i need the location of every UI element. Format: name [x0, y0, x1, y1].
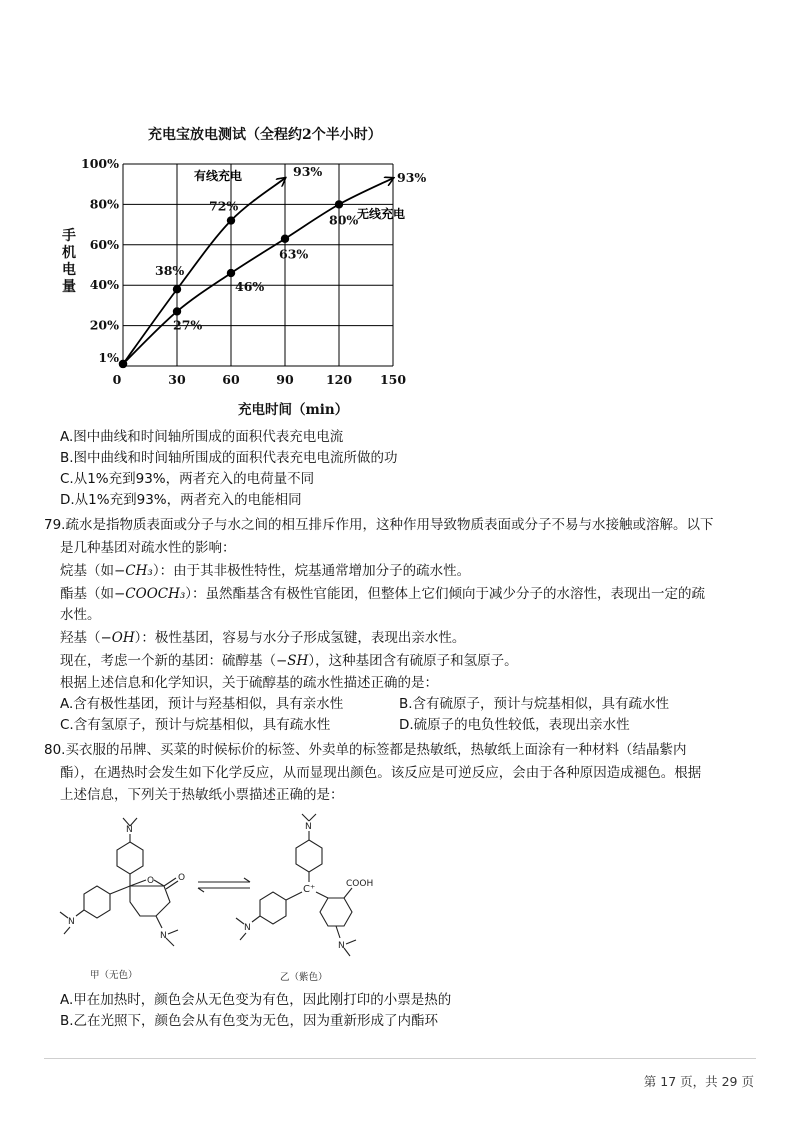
alkyl-formula: −CH₃ — [114, 563, 153, 579]
wireless-point — [173, 307, 181, 315]
x-tick-label: 120 — [325, 372, 353, 387]
svg-text:O: O — [178, 873, 186, 883]
q79-option-c: C.含有氢原子，预计与烷基相似，具有疏水性 — [60, 717, 331, 733]
wireless-point — [227, 269, 235, 277]
ester-desc: ）：虽然酯基含有极性官能团，但整体上它们倾向于减少分子的水溶性，表现出一定的疏 — [185, 586, 706, 602]
wireless-point — [119, 360, 127, 368]
svg-text:N: N — [305, 822, 312, 832]
q78-option-c: C.从1%充到93%，两者充入的电荷量不同 — [60, 471, 315, 487]
equilibrium-arrow-icon — [198, 878, 250, 892]
q79-stem-line1: 79.疏水是指物质表面或分子与水之间的相互排斥作用，这种作用导致物质表面或分子不易与水接触或溶解。以下 — [44, 517, 714, 533]
wireless-point-label: 93% — [397, 170, 427, 186]
wireless-point-label: 46% — [235, 279, 265, 295]
q79-question: 根据上述信息和化学知识，关于硫醇基的疏水性描述正确的是： — [60, 675, 438, 691]
q79-stem-line2: 是几种基团对疏水性的影响： — [60, 540, 236, 556]
x-tick-label: 90 — [276, 372, 294, 387]
y-tick-label: 20% — [89, 317, 119, 333]
thiol-label: 现在，考虑一个新的基团：硫醇基（ — [60, 653, 276, 669]
wired-point-label: 72% — [209, 198, 239, 214]
ester-label: 酯基（如 — [60, 586, 114, 602]
ester-formula: −COOCH₃ — [114, 586, 186, 602]
wired-point-label: 38% — [155, 263, 185, 279]
q79-hydroxyl-line — [60, 628, 465, 649]
wired-point — [227, 216, 235, 224]
q79-option-a: A.含有极性基团，预计与羟基相似，具有亲水性 — [60, 696, 344, 712]
y-tick-label: 80% — [89, 196, 119, 212]
wired-series-label: 有线充电 — [194, 169, 243, 183]
zwitterion-structure — [236, 814, 356, 956]
q80-option-a: A.甲在加热时，颜色会从无色变为有色，因此刚打印的小票是热的 — [60, 992, 452, 1008]
thiol-desc: ），这种基团含有硫原子和氢原子。 — [308, 653, 518, 669]
x-tick-label: 150 — [379, 372, 407, 387]
wired-series-line — [123, 178, 285, 364]
q79-option-d: D.硫原子的电负性较低，表现出亲水性 — [399, 717, 630, 733]
wireless-series-label: 无线充电 — [357, 207, 406, 221]
q78-option-a: A.图中曲线和时间轴所围成的面积代表充电电流 — [60, 429, 344, 445]
wireless-point-label: 63% — [279, 246, 309, 262]
wireless-point — [281, 235, 289, 243]
q80-stem-line1: 80.买衣服的吊牌、买菜的时候标价的标签、外卖单的标签都是热敏纸，热敏纸上面涂有一种材料（结晶紫内 — [44, 742, 687, 758]
footer-divider — [44, 1058, 756, 1059]
y-axis-label: 手机电量 — [62, 228, 76, 295]
caption-left: 甲（无色） — [90, 970, 138, 981]
q79-thiol-line — [60, 651, 518, 672]
svg-text:N: N — [126, 825, 133, 835]
q79-option-b: B.含有硫原子，预计与烷基相似，具有疏水性 — [399, 696, 670, 712]
crystal-violet-lactone-reaction — [50, 806, 470, 984]
q80-stem-line3: 上述信息，下列关于热敏纸小票描述正确的是： — [60, 787, 344, 803]
alkyl-desc: ）：由于其非极性特性，烷基通常增加分子的疏水性。 — [152, 563, 471, 579]
q79-alkyl-line — [60, 561, 470, 582]
y-tick-label: 60% — [89, 236, 119, 252]
wireless-point — [335, 200, 343, 208]
q79-ester-line — [60, 584, 705, 605]
x-tick-label: 60 — [222, 372, 240, 387]
svg-text:N: N — [244, 923, 251, 933]
q78-option-b: B.图中曲线和时间轴所围成的面积代表充电电流所做的功 — [60, 450, 398, 466]
chart-title: 充电宝放电测试（全程约2个半小时） — [148, 127, 382, 143]
svg-text:N: N — [160, 931, 167, 941]
hydroxyl-formula: −OH — [100, 630, 135, 646]
x-tick-label: 0 — [112, 372, 122, 387]
q80-option-b: B.乙在光照下，颜色会从有色变为无色，因为重新形成了内酯环 — [60, 1013, 439, 1029]
charging-chart — [50, 150, 427, 418]
wireless-point-label: 27% — [173, 317, 203, 333]
hydroxyl-label: 羟基（ — [60, 630, 101, 646]
wired-point — [173, 285, 181, 293]
svg-text:O: O — [147, 876, 155, 886]
q78-option-d: D.从1%充到93%，两者充入的电能相同 — [60, 492, 302, 508]
x-tick-label: 30 — [168, 372, 186, 387]
y-tick-label: 100% — [81, 156, 119, 171]
x-axis-label: 充电时间（min） — [238, 402, 349, 418]
thiol-formula: −SH — [276, 653, 309, 669]
svg-text:N: N — [68, 917, 75, 927]
alkyl-label: 烷基（如 — [60, 563, 114, 579]
carbocation-label: C⁺ — [303, 884, 316, 895]
wireless-point-label: 80% — [329, 212, 359, 228]
caption-right: 乙（紫色） — [280, 972, 328, 983]
page-footer: 第 17 页，共 29 页 — [643, 1074, 754, 1089]
y-tick-label: 40% — [89, 277, 119, 293]
y-tick-label: 1% — [98, 349, 119, 365]
hydroxyl-desc: ）：极性基团，容易与水分子形成氢键，表现出亲水性。 — [134, 630, 466, 646]
lactone-structure — [60, 818, 185, 946]
wired-point-label: 93% — [293, 164, 323, 180]
svg-text:N: N — [338, 941, 345, 951]
cooh-label: COOH — [346, 879, 374, 889]
q80-stem-line2: 酯），在遇热时会发生如下化学反应，从而显现出颜色。该反应是可逆反应，会由于各种原因造成褪色。根据 — [60, 765, 702, 781]
q79-ester-line2: 水性。 — [60, 607, 101, 623]
